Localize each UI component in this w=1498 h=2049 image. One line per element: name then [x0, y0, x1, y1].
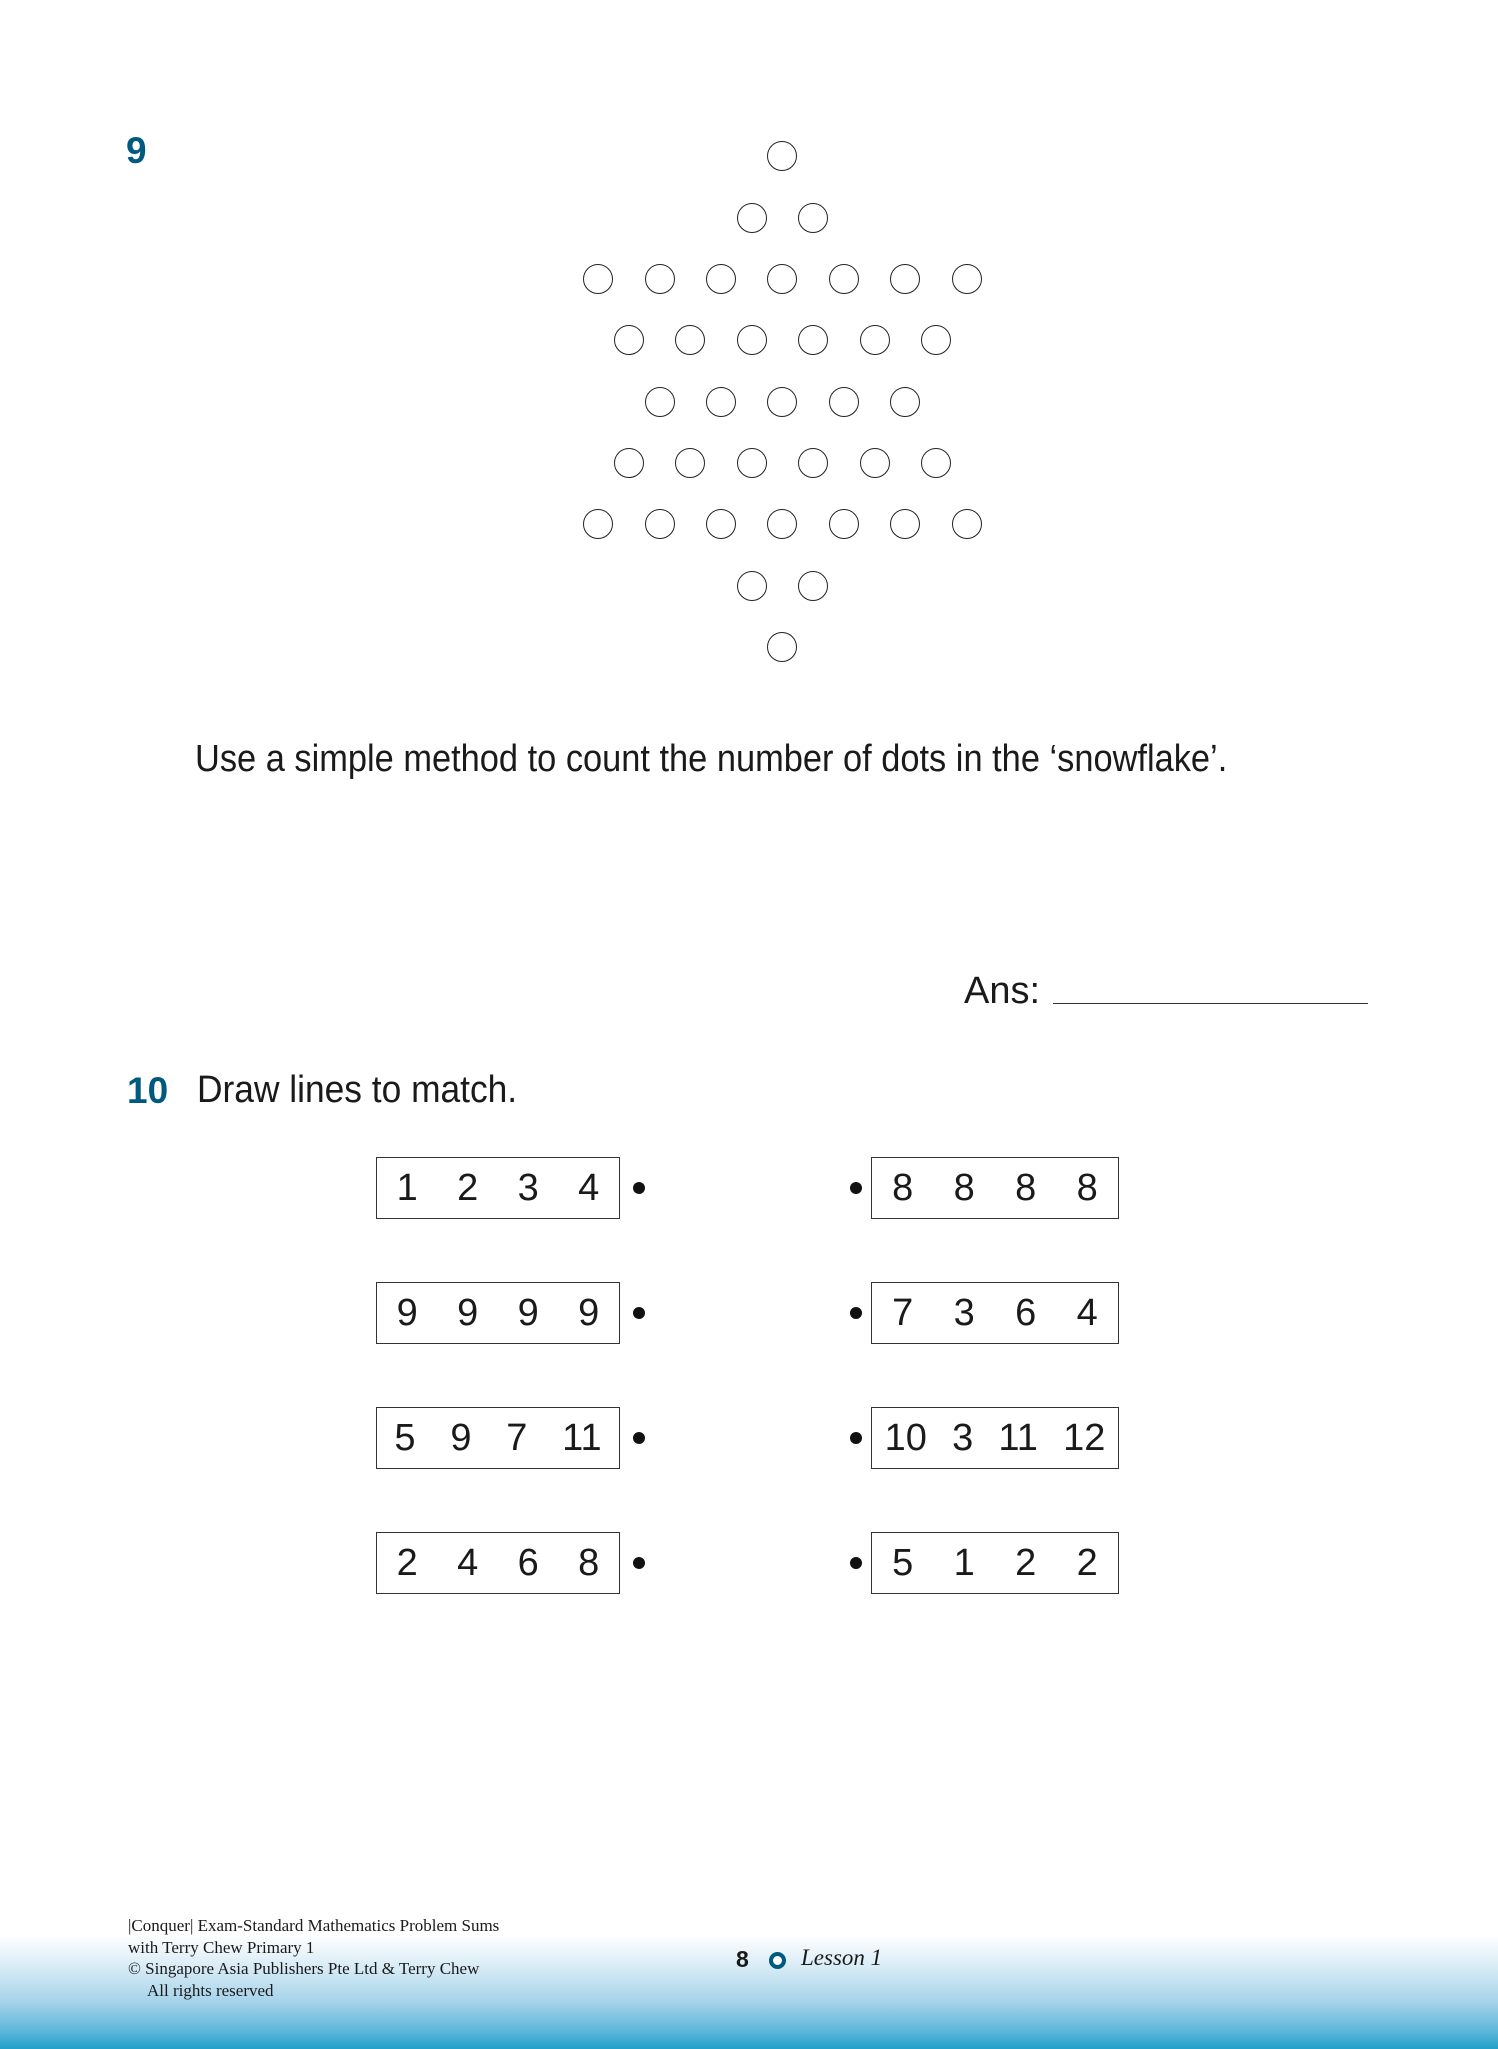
- right-number-box: [871, 1407, 1119, 1469]
- question-10-number: 10: [127, 1070, 169, 1111]
- snowflake-dot: [860, 448, 890, 478]
- snowflake-dot: [952, 264, 982, 294]
- right-number-box: [871, 1282, 1119, 1344]
- snowflake-dot: [645, 387, 675, 417]
- footer-credit-line: © Singapore Asia Publishers Pte Ltd & Terry Chew: [128, 1959, 480, 1978]
- right-number-box: [871, 1157, 1119, 1219]
- snowflake-dot: [890, 264, 920, 294]
- right-match-point[interactable]: [850, 1307, 862, 1319]
- footer-credit-line: All rights reserved: [147, 1980, 274, 2000]
- section-label: Lesson 1: [801, 1945, 883, 1970]
- left-match-point[interactable]: [633, 1307, 645, 1319]
- box-number: 8: [953, 1167, 975, 1209]
- box-number: 3: [953, 1292, 975, 1334]
- box-number: 11: [998, 1417, 1038, 1459]
- snowflake-dot: [798, 448, 828, 478]
- box-number: 9: [517, 1292, 539, 1334]
- right-match-point[interactable]: [850, 1557, 862, 1569]
- box-number: 2: [1076, 1542, 1098, 1584]
- left-number-box: [376, 1282, 620, 1344]
- snowflake-dot: [645, 264, 675, 294]
- snowflake-dot: [798, 203, 828, 233]
- left-match-point[interactable]: [633, 1182, 645, 1194]
- box-number: 9: [450, 1417, 472, 1459]
- box-number: 8: [578, 1542, 600, 1584]
- box-number: 6: [1015, 1292, 1037, 1334]
- snowflake-dot: [583, 264, 613, 294]
- box-number: 6: [517, 1542, 539, 1584]
- box-number: 8: [1015, 1167, 1037, 1209]
- left-number-box: [376, 1157, 620, 1219]
- answer-label: Ans:: [964, 970, 1041, 1012]
- box-number: 2: [457, 1167, 479, 1209]
- left-number-box: [376, 1532, 620, 1594]
- answer-blank-line[interactable]: [1053, 1003, 1368, 1004]
- box-number: 8: [892, 1167, 914, 1209]
- box-number: 9: [396, 1292, 418, 1334]
- snowflake-dot: [583, 509, 613, 539]
- footer-credit-line: |Conquer| Exam-Standard Mathematics Problem Sums: [128, 1916, 500, 1935]
- snowflake-dot: [890, 509, 920, 539]
- snowflake-dot: [921, 325, 951, 355]
- right-match-point[interactable]: [850, 1432, 862, 1444]
- box-number: 11: [562, 1417, 602, 1459]
- box-number: 1: [953, 1542, 975, 1584]
- snowflake-dot: [614, 325, 644, 355]
- snowflake-dot: [890, 387, 920, 417]
- question-9-number: 9: [126, 130, 147, 171]
- box-number: 4: [578, 1167, 600, 1209]
- box-number: 7: [506, 1417, 528, 1459]
- box-number: 9: [457, 1292, 479, 1334]
- snowflake-dot: [645, 509, 675, 539]
- snowflake-dot: [706, 264, 736, 294]
- question-9-prompt: Use a simple method to count the number of dots in the ‘snowflake’.: [195, 738, 1228, 780]
- box-number: 8: [1076, 1167, 1098, 1209]
- snowflake-dot: [767, 632, 797, 662]
- box-number: 3: [952, 1417, 974, 1459]
- snowflake-dot: [767, 141, 797, 171]
- question-10-prompt: Draw lines to match.: [197, 1069, 518, 1111]
- snowflake-dot: [767, 264, 797, 294]
- left-match-point[interactable]: [633, 1432, 645, 1444]
- snowflake-dot: [952, 509, 982, 539]
- box-number: 2: [1015, 1542, 1037, 1584]
- box-number: 4: [457, 1542, 479, 1584]
- snowflake-dot-diagram: [0, 0, 1498, 700]
- box-number: 12: [1063, 1417, 1106, 1459]
- left-match-point[interactable]: [633, 1557, 645, 1569]
- page-number: 8: [736, 1946, 749, 1972]
- right-number-box: [871, 1532, 1119, 1594]
- box-number: 9: [578, 1292, 600, 1334]
- box-number: 5: [892, 1542, 914, 1584]
- snowflake-dot: [614, 448, 644, 478]
- box-number: 2: [396, 1542, 418, 1584]
- snowflake-dot: [675, 325, 705, 355]
- snowflake-dot: [829, 264, 859, 294]
- snowflake-dot: [675, 448, 705, 478]
- snowflake-dot: [737, 203, 767, 233]
- snowflake-dot: [706, 509, 736, 539]
- right-match-point[interactable]: [850, 1182, 862, 1194]
- snowflake-dot: [798, 325, 828, 355]
- footer-credits: [128, 1915, 499, 2001]
- snowflake-dot: [798, 571, 828, 601]
- snowflake-dot: [706, 387, 736, 417]
- footer-credit-line: with Terry Chew Primary 1: [128, 1937, 315, 1957]
- box-number: 1: [396, 1167, 418, 1209]
- snowflake-dot: [921, 448, 951, 478]
- snowflake-dot: [829, 509, 859, 539]
- snowflake-dot: [737, 325, 767, 355]
- ring-bullet-icon: [769, 1952, 786, 1969]
- box-number: 7: [892, 1292, 914, 1334]
- snowflake-dot: [829, 387, 859, 417]
- box-number: 3: [517, 1167, 539, 1209]
- left-number-box: [376, 1407, 620, 1469]
- box-number: 10: [884, 1417, 927, 1459]
- snowflake-dot: [737, 571, 767, 601]
- box-number: 4: [1076, 1292, 1098, 1334]
- snowflake-dot: [860, 325, 890, 355]
- snowflake-dot: [767, 387, 797, 417]
- box-number: 5: [394, 1417, 416, 1459]
- snowflake-dot: [737, 448, 767, 478]
- snowflake-dot: [767, 509, 797, 539]
